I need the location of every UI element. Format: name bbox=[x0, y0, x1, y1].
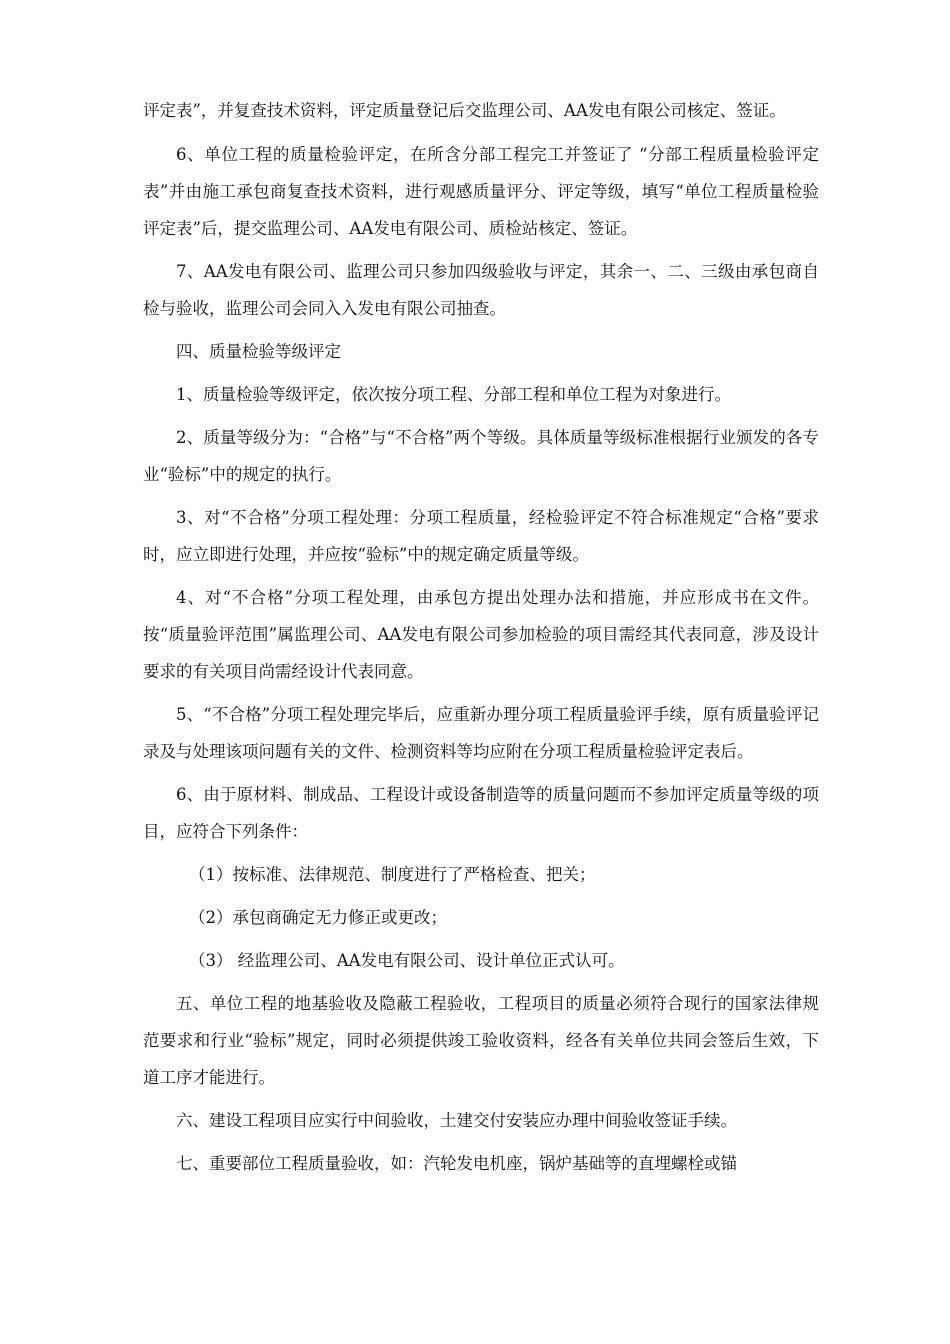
section-heading-grade-evaluation: 四、质量检验等级评定 bbox=[176, 342, 341, 361]
list-item-condition-2: （2）承包商确定无力修正或更改； bbox=[189, 908, 447, 927]
paragraph-item-7-acceptance-levels: 7、AA发电有限公司、监理公司只参加四级验收与评定，其余一、二、三级由承包商自检与验收，监理公司会同入入发电有限公司抽查。 bbox=[143, 262, 819, 318]
paragraph-grade-item-5: 5、“不合格”分项工程处理完毕后，应重新办理分项工程质量验评手续，原有质量验评记录及与处理该项问题有关的文件、检测资料等均应附在分项工程质量检验评定表后。 bbox=[143, 705, 819, 761]
section-paragraph-intermediate-acceptance: 六、建设工程项目应实行中间验收，土建交付安装应办理中间验收签证手续。 bbox=[176, 1111, 737, 1130]
paragraph-grade-item-4: 4、对“不合格”分项工程处理，由承包方提出处理办法和措施，并应形成书在文件。按“质量验评范围”属监理公司、AA发电有限公司参加检验的项目需经其代表同意，涉及设计要求的有关项目尚需经设计代表同意。 bbox=[143, 588, 819, 681]
paragraph-grade-item-3: 3、对“不合格”分项工程处理：分项工程质量，经检验评定不符合标准规定“合格”要求时，应立即进行处理，并应按“验标”中的规定确定质量等级。 bbox=[143, 508, 819, 564]
paragraph-grade-item-1: 1、质量检验等级评定，依次按分项工程、分部工程和单位工程为对象进行。 bbox=[176, 385, 731, 404]
list-item-condition-1: （1）按标准、法律规范、制度进行了严格检查、把关； bbox=[189, 865, 596, 884]
section-paragraph-foundation-acceptance: 五、单位工程的地基验收及隐蔽工程验收，工程项目的质量必须符合现行的国家法律规范要求和行业“验标”规定，同时必须提供竣工验收资料，经各有关单位共同会签后生效，下道工序才能进行。 bbox=[143, 994, 819, 1087]
paragraph-grade-item-2: 2、质量等级分为：“合格”与“不合格”两个等级。具体质量等级标准根据行业颁发的各专业“验标”中的规定的执行。 bbox=[143, 428, 819, 484]
document-body bbox=[143, 100, 819, 1188]
section-paragraph-key-parts-acceptance: 七、重要部位工程质量验收，如：汽轮发电机座，锅炉基础等的直埋螺栓或锚 bbox=[176, 1154, 737, 1173]
list-item-condition-3: （3） 经监理公司、AA发电有限公司、设计单位正式认可。 bbox=[189, 951, 625, 970]
paragraph-continuation: 评定表”，并复查技术资料，评定质量登记后交监理公司、AA发电有限公司核定、签证。 bbox=[143, 101, 786, 120]
paragraph-grade-item-6: 6、由于原材料、制成品、工程设计或设备制造等的质量问题而不参加评定质量等级的项目，应符合下列条件： bbox=[143, 785, 819, 841]
paragraph-item-6-unit-evaluation: 6、单位工程的质量检验评定，在所含分部工程完工并签证了 “分部工程质量检验评定表”并由施工承包商复查技术资料，进行观感质量评分、评定等级，填写“单位工程质量检验评定表”后，提交监理公司、AA发电有限公司、质检站核定、签证。 bbox=[143, 145, 819, 238]
